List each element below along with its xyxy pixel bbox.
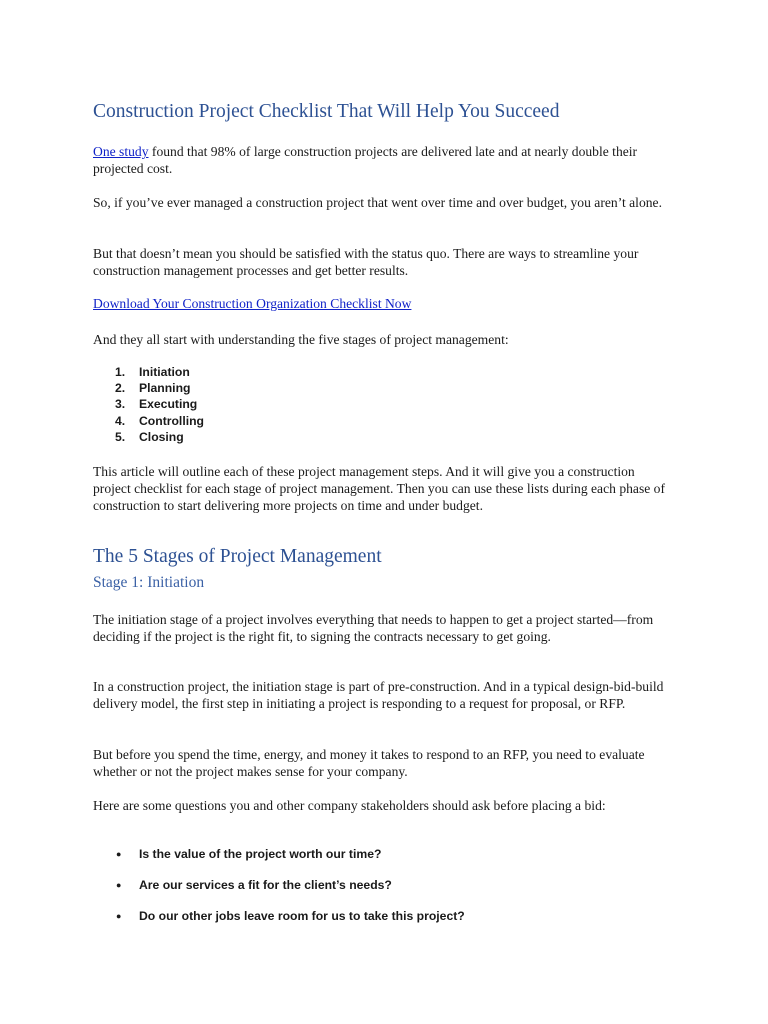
- list-item: [93, 846, 465, 877]
- stages-list: [93, 364, 204, 445]
- subsection-heading: Stage 1: Initiation: [93, 574, 205, 591]
- list-item: [93, 413, 204, 429]
- stage-label: Closing: [139, 429, 184, 444]
- bullet-icon: ●: [116, 911, 122, 921]
- paragraph-five-stages-intro: And they all start with understanding the five stages of project management:: [93, 332, 509, 347]
- paragraph-pre-construction: In a construction project, the initiation stage is part of pre-construction. And in a typical design-bid-build delivery model, the first step in initiating a project is responding to a request for proposal, or RFP.: [93, 679, 664, 711]
- list-item: [93, 396, 204, 412]
- paragraph-questions-intro: Here are some questions you and other company stakeholders should ask before placing a bid:: [93, 798, 606, 813]
- question-label: Do our other jobs leave room for us to take this project?: [139, 909, 465, 923]
- bullet-icon: ●: [116, 849, 122, 859]
- download-checklist-link[interactable]: Download Your Construction Organization Checklist Now: [93, 296, 412, 311]
- list-number: 5.: [115, 429, 126, 444]
- paragraph-over-budget: So, if you’ve ever managed a construction project that went over time and over budget, you aren’t alone.: [93, 195, 662, 210]
- list-number: 2.: [115, 381, 126, 396]
- list-item: [93, 364, 204, 380]
- list-number: 3.: [115, 397, 126, 412]
- list-number: 4.: [115, 413, 126, 428]
- paragraph-initiation-stage: The initiation stage of a project involves everything that needs to happen to get a project started—from deciding if the project is the right fit, to signing the contracts necessary to get going.: [93, 612, 654, 644]
- stage-label: Controlling: [139, 413, 204, 428]
- list-item: [93, 877, 465, 908]
- intro-text: found that 98% of large construction projects are delivered late and at nearly double their projected cost.: [93, 144, 638, 176]
- article-title: Construction Project Checklist That Will Help You Succeed: [93, 101, 560, 122]
- one-study-link[interactable]: One study: [93, 144, 149, 159]
- paragraph-rfp-evaluation: But before you spend the time, energy, and money it takes to respond to an RFP, you need to evaluate whether or not the project makes sense for your company.: [93, 747, 645, 779]
- download-checklist-paragraph: [93, 295, 668, 312]
- list-item: [93, 908, 465, 939]
- intro-paragraph: [93, 143, 668, 177]
- paragraph-status-quo: But that doesn’t mean you should be satisfied with the status quo. There are ways to streamline your construction management processes and get better results.: [93, 246, 639, 278]
- questions-list: [93, 846, 465, 939]
- list-item: [93, 429, 204, 445]
- list-item: [93, 380, 204, 396]
- paragraph-article-outline: This article will outline each of these project management steps. And it will give you a construction project checklist for each stage of project management. Then you can use these lists during each phase of construction to start delivering more projects on time and under budget.: [93, 464, 665, 513]
- question-label: Is the value of the project worth our time?: [139, 847, 382, 861]
- section-heading: The 5 Stages of Project Management: [93, 546, 382, 567]
- question-label: Are our services a fit for the client’s needs?: [139, 878, 392, 892]
- stage-label: Planning: [139, 381, 191, 396]
- list-number: 1.: [115, 365, 126, 379]
- stage-label: Initiation: [139, 365, 190, 379]
- bullet-icon: ●: [116, 880, 122, 890]
- stage-label: Executing: [139, 397, 198, 412]
